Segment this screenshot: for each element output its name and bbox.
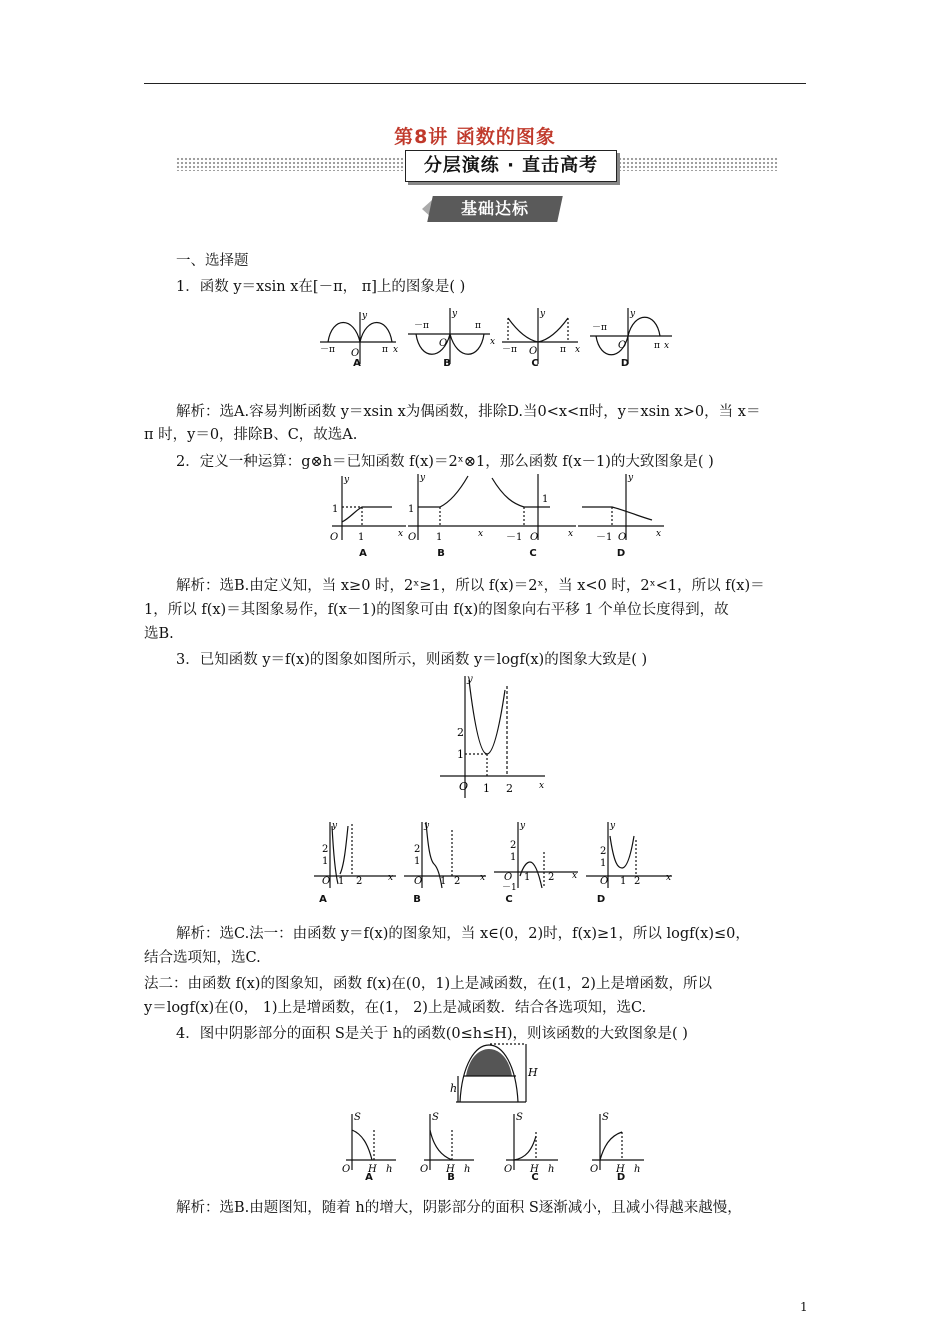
svg-text:1: 1: [338, 876, 345, 887]
svg-text:y: y: [332, 821, 338, 831]
svg-text:h: h: [386, 1164, 393, 1175]
q3-label-c: C: [505, 894, 513, 905]
q2-graph-a: [332, 476, 406, 540]
question-3: 3．已知函数 y＝f(x)的图象如图所示，则函数 y＝logf(x)的图象大致是( ): [176, 652, 648, 668]
q4-option-graphs: [338, 1110, 678, 1174]
q4-label-d: D: [616, 1172, 626, 1183]
answer-2-line-3: 选B.: [144, 626, 174, 642]
answer-3-line-3: 法二：由函数 f(x)的图象知，函数 f(x)在(0，1)上是减函数，在(1，2)上是增函数，所以: [144, 976, 712, 992]
q4-label-b: B: [447, 1172, 455, 1183]
q3-label-b: B: [413, 894, 421, 905]
q2-label-a: A: [359, 548, 367, 559]
svg-text:x: x: [393, 345, 399, 355]
svg-text:1: 1: [620, 876, 627, 887]
svg-text:S: S: [354, 1112, 361, 1123]
q1-label-a: A: [353, 358, 361, 369]
svg-text:h: h: [634, 1164, 641, 1175]
header-rule: [144, 83, 806, 84]
svg-text:－1: －1: [502, 883, 517, 893]
svg-text:y: y: [628, 473, 634, 483]
svg-text:O: O: [600, 876, 609, 887]
svg-text:－1: －1: [506, 532, 523, 543]
answer-1-line-1: 解析：选A.容易判断函数 y＝xsin x为偶函数，排除D.当0<x<π时，y＝xsin x>0，当 x＝: [176, 404, 761, 420]
page-number: 1: [800, 1300, 808, 1314]
svg-text:－π: －π: [592, 323, 607, 333]
svg-text:O: O: [414, 876, 423, 887]
q1-graphs-cd: [500, 306, 680, 366]
svg-text:x: x: [490, 337, 496, 347]
svg-text:H: H: [530, 1164, 539, 1175]
svg-text:1: 1: [436, 532, 443, 543]
svg-text:π: π: [475, 321, 481, 331]
svg-text:H: H: [446, 1164, 455, 1175]
svg-text:O: O: [504, 1164, 513, 1175]
svg-text:O: O: [459, 780, 469, 793]
svg-text:O: O: [330, 532, 339, 543]
svg-text:H: H: [616, 1164, 625, 1175]
svg-text:x: x: [666, 873, 672, 883]
q3-label-a: A: [319, 894, 327, 905]
svg-text:1: 1: [542, 494, 549, 505]
question-4: 4．图中阴影部分的面积 S是关于 h的函数(0≤h≤H)，则该函数的大致图象是( ): [176, 1026, 688, 1042]
q3-option-graphs: [310, 816, 680, 892]
svg-text:1: 1: [414, 856, 421, 867]
q2-label-c: C: [529, 548, 537, 559]
svg-text:1: 1: [483, 782, 490, 795]
svg-text:2: 2: [322, 844, 329, 855]
q2-label-b: B: [437, 548, 445, 559]
svg-text:π: π: [560, 345, 566, 355]
q4-label-a: A: [365, 1172, 373, 1183]
svg-text:y: y: [467, 674, 473, 685]
answer-3-line-1: 解析：选C.法一：由函数 y＝f(x)的图象知，当 x∈(0，2)时，f(x)≥1，所以 logf(x)≤0，: [176, 926, 750, 942]
q3-main-graph: [435, 670, 550, 800]
q1-label-b: B: [443, 358, 451, 369]
q2-graphs: [318, 470, 678, 545]
svg-text:O: O: [618, 340, 627, 351]
svg-text:x: x: [568, 529, 574, 539]
svg-text:2: 2: [510, 840, 517, 851]
svg-text:2: 2: [454, 876, 461, 887]
dotted-band-right: [618, 157, 778, 171]
svg-text:x: x: [398, 529, 404, 539]
svg-text:O: O: [351, 348, 360, 359]
svg-text:O: O: [439, 338, 448, 349]
q4-graph-c: [506, 1114, 558, 1170]
svg-text:2: 2: [506, 782, 513, 795]
svg-text:h: h: [548, 1164, 555, 1175]
svg-text:x: x: [664, 341, 670, 351]
q4-figure: [446, 1040, 536, 1106]
svg-text:O: O: [529, 346, 538, 357]
svg-text:y: y: [630, 309, 636, 319]
answer-4-line-1: 解析：选B.由题图知，随着 h的增大，阴影部分的面积 S逐渐减小，且减小得越来越慢，: [176, 1200, 742, 1216]
svg-text:1: 1: [524, 872, 531, 883]
svg-text:π: π: [382, 345, 388, 355]
question-1: 1．函数 y＝xsin x在[－π， π]上的图象是( ): [176, 279, 466, 295]
svg-text:x: x: [539, 781, 545, 791]
svg-text:x: x: [480, 873, 486, 883]
q1-graphs-ab: [318, 306, 498, 366]
answer-2-line-1: 解析：选B.由定义知，当 x≥0 时，2ˣ≥1，所以 f(x)＝2ˣ，当 x<0 时，2ˣ<1，所以 f(x)＝: [176, 578, 765, 594]
answer-3-line-4: y＝logf(x)在(0， 1)上是增函数，在(1， 2)上是减函数．结合各选项知，选C.: [144, 1000, 647, 1016]
q3-label-d: D: [596, 894, 606, 905]
svg-text:x: x: [656, 529, 662, 539]
svg-text:O: O: [322, 876, 331, 887]
svg-text:H: H: [528, 1066, 538, 1079]
svg-text:y: y: [362, 311, 368, 321]
part-heading: 一、选择题: [176, 253, 249, 269]
svg-text:1: 1: [510, 852, 517, 863]
svg-text:x: x: [572, 871, 578, 881]
svg-text:y: y: [520, 821, 526, 831]
practice-banner: 分层演练 · 直击高考: [405, 150, 617, 182]
svg-text:2: 2: [356, 876, 363, 887]
question-2: 2．定义一种运算：g⊗h＝已知函数 f(x)＝2ˣ⊗1，那么函数 f(x－1)的大致图象是( ): [176, 454, 714, 470]
svg-text:O: O: [420, 1164, 429, 1175]
svg-text:O: O: [504, 872, 513, 883]
svg-text:h: h: [450, 1082, 458, 1095]
svg-text:2: 2: [457, 726, 464, 739]
svg-text:1: 1: [322, 856, 329, 867]
svg-text:2: 2: [634, 876, 641, 887]
svg-text:π: π: [654, 341, 660, 351]
svg-text:y: y: [540, 309, 546, 319]
svg-text:y: y: [344, 475, 350, 485]
svg-text:S: S: [516, 1112, 523, 1123]
q1-graph-b: [408, 308, 490, 364]
svg-text:2: 2: [548, 872, 555, 883]
q2-graph-d: [578, 474, 664, 540]
q2-label-d: D: [616, 548, 626, 559]
q3-graph-d: [586, 822, 672, 888]
svg-text:1: 1: [600, 858, 607, 869]
svg-text:y: y: [610, 821, 616, 831]
svg-text:1: 1: [358, 532, 365, 543]
svg-text:O: O: [342, 1164, 351, 1175]
svg-text:1: 1: [440, 876, 447, 887]
q2-graph-c: [488, 474, 576, 540]
svg-text:x: x: [575, 345, 581, 355]
svg-text:S: S: [432, 1112, 439, 1123]
dotted-band-left: [176, 157, 405, 171]
svg-text:y: y: [452, 309, 458, 319]
svg-text:O: O: [408, 532, 417, 543]
lesson-title: 第8讲 函数的图象: [394, 126, 556, 148]
svg-text:x: x: [388, 873, 394, 883]
svg-text:y: y: [420, 473, 426, 483]
answer-1-line-2: π 时，y＝0，排除B、C，故选A.: [144, 427, 358, 443]
svg-text:1: 1: [332, 504, 339, 515]
svg-text:h: h: [464, 1164, 471, 1175]
svg-text:－π: －π: [320, 345, 335, 355]
svg-text:1: 1: [457, 748, 464, 761]
svg-text:S: S: [602, 1112, 609, 1123]
section-tag: 基础达标: [427, 196, 563, 222]
svg-text:H: H: [368, 1164, 377, 1175]
q1-label-c: C: [531, 358, 539, 369]
q4-graph-d: [592, 1114, 644, 1170]
svg-text:2: 2: [414, 844, 421, 855]
answer-2-line-2: 1，所以 f(x)＝其图象易作，f(x－1)的图象可由 f(x)的图象向右平移 1 个单位长度得到，故: [144, 602, 729, 618]
answer-3-line-2: 结合选项知，选C.: [144, 950, 261, 966]
svg-text:－π: －π: [414, 321, 429, 331]
svg-text:2: 2: [600, 846, 607, 857]
svg-text:x: x: [478, 529, 484, 539]
svg-text:O: O: [618, 532, 627, 543]
q4-label-c: C: [531, 1172, 539, 1183]
q2-graph-b: [408, 474, 488, 540]
svg-text:1: 1: [408, 504, 415, 515]
svg-text:－π: －π: [502, 345, 517, 355]
svg-text:O: O: [590, 1164, 599, 1175]
svg-text:O: O: [530, 532, 539, 543]
svg-text:－1: －1: [596, 532, 613, 543]
svg-text:y: y: [424, 821, 430, 831]
q1-label-d: D: [620, 358, 630, 369]
